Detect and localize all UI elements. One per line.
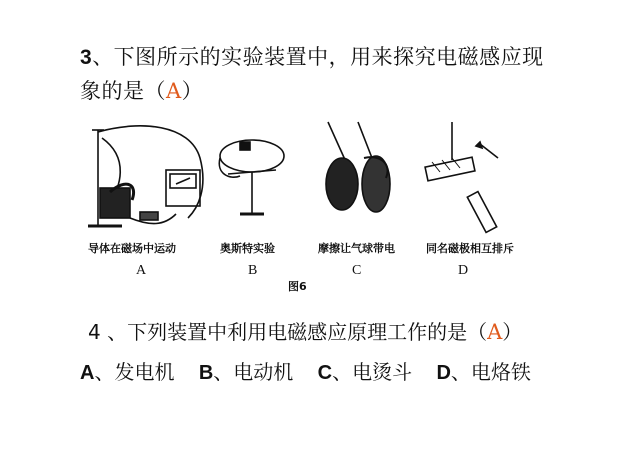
question-4-text: 4 、下列装置中利用电磁感应原理工作的是（	[88, 320, 488, 344]
figure-label: 图6	[288, 280, 307, 293]
panel-b-apparatus	[219, 140, 284, 214]
label-a: A	[136, 263, 147, 278]
caption-c: 摩擦让气球带电	[318, 242, 395, 255]
question-4-options	[80, 356, 549, 385]
question-4-close-paren: ）	[502, 320, 523, 344]
label-b: B	[248, 263, 258, 278]
question-4-answer: A	[487, 320, 503, 344]
panel-c-apparatus	[326, 122, 390, 212]
question-3-answer: A	[166, 79, 182, 103]
question-3-text: 、下图所示的实验装置中，用来探究电磁感应现	[92, 45, 544, 69]
caption-a: 导体在磁场中运动	[88, 242, 176, 255]
question-3-line-1	[80, 44, 544, 71]
option-b: B、电动机	[198, 360, 294, 384]
label-c: C	[352, 263, 362, 278]
label-d: D	[458, 263, 469, 278]
caption-b: 奥斯特实验	[220, 242, 275, 255]
panel-a-apparatus	[88, 126, 203, 226]
option-d: D、电烙铁	[436, 360, 531, 384]
figure-6-illustration	[80, 118, 520, 300]
question-3-close-paren: ）	[181, 79, 204, 103]
caption-d: 同名磁极相互排斥	[426, 242, 514, 255]
question-3-line-2	[80, 78, 203, 104]
panel-d-apparatus	[425, 122, 498, 232]
option-a: A、发电机	[80, 360, 175, 384]
question-3-number: 3	[80, 46, 93, 69]
question-4	[88, 316, 522, 345]
question-3-text-2: 象的是（	[80, 79, 166, 103]
option-c: C、电烫斗	[317, 360, 413, 384]
